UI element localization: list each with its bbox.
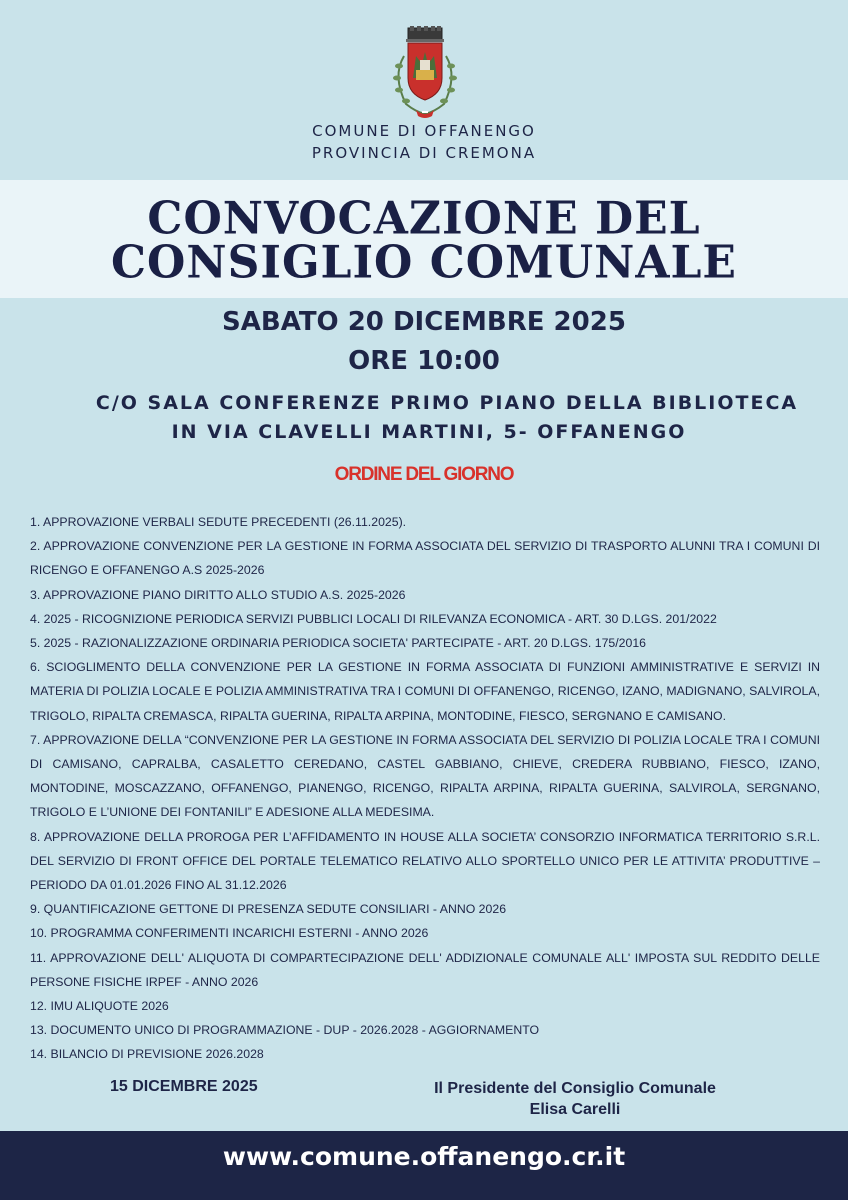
comune-name: COMUNE DI OFFANENGO xyxy=(312,122,536,140)
agenda-item: 12. IMU ALIQUOTE 2026 xyxy=(30,999,169,1014)
agenda-item: 8. APPROVAZIONE DELLA PROROGA PER L’AFFIDAMENTO IN HOUSE ALLA SOCIETA’ CONSORZIO INFORMATICA TERRITORIO S.R.L. DEL SERVIZIO DI FRONT OFFICE DEL PORTALE TELEMATICO RELATIVO ALLO SPORTELLO UNICO PER LE ATTIVITA’ PRODUTTIVE – PERIODO DA 01.01.2026 FINO AL 31.12.2026 xyxy=(30,829,820,893)
signature-name: Elisa Carelli xyxy=(529,1101,621,1118)
meeting-date: SABATO 20 DICEMBRE 2025 xyxy=(222,307,626,337)
agenda-item: 13. DOCUMENTO UNICO DI PROGRAMMAZIONE - DUP - 2026.2028 - AGGIORNAMENTO xyxy=(30,1023,540,1038)
signature-block xyxy=(400,1078,750,1120)
agenda-item: 5. 2025 - RAZIONALIZZAZIONE ORDINARIA PERIODICA SOCIETA' PARTECIPATE - ART. 20 D.LGS. 175/2016 xyxy=(30,636,647,651)
meeting-time: ORE 10:00 xyxy=(348,346,500,376)
agenda-item: 2. APPROVAZIONE CONVENZIONE PER LA GESTIONE IN FORMA ASSOCIATA DEL SERVIZIO DI TRASPORTO ALUNNI TRA I COMUNI DI RICENGO E OFFANENGO A.S 2025-2026 xyxy=(30,539,820,578)
agenda-item: 14. BILANCIO DI PREVISIONE 2026.2028 xyxy=(30,1047,264,1062)
meeting-venue-line1: C/O SALA CONFERENZE PRIMO PIANO DELLA BIBLIOTECA xyxy=(95,392,799,414)
agenda-heading: ORDINE DEL GIORNO xyxy=(334,464,514,485)
page-title-line2: CONSIGLIO COMUNALE xyxy=(111,236,737,289)
page-title-line1: CONVOCAZIONE DEL xyxy=(147,192,701,245)
agenda-item: 7. APPROVAZIONE DELLA “CONVENZIONE PER LA GESTIONE IN FORMA ASSOCIATA DEL SERVIZIO DI POLIZIA LOCALE TRA I COMUNI DI CAMISANO, CAPRALBA, CASALETTO CEREDANO, CASTEL GABBIANO, CHIEVE, CREDERA RUBBIANO, FIESCO, IZANO, MONTODINE, MOSCAZZANO, OFFANENGO, PIANENGO, RICENGO, RIPALTA ARPINA, RIPALTA GUERINA, SALVIROLA, SERGNANO, TRIGOLO E L’UNIONE DEI FONTANILI” E ADESIONE ALLA MEDESIMA. xyxy=(30,732,820,820)
agenda-item: 10. PROGRAMMA CONFERIMENTI INCARICHI ESTERNI - ANNO 2026 xyxy=(30,926,429,941)
agenda-item: 1. APPROVAZIONE VERBALI SEDUTE PRECEDENTI (26.11.2025). xyxy=(30,515,407,529)
website-link[interactable]: www.comune.offanengo.cr.it xyxy=(222,1142,626,1171)
publication-date: 15 DICEMBRE 2025 xyxy=(110,1078,258,1095)
agenda-item: 4. 2025 - RICOGNIZIONE PERIODICA SERVIZI PUBBLICI LOCALI DI RILEVANZA ECONOMICA - ART. 30 D.LGS. 201/2022 xyxy=(30,611,717,626)
agenda-item: 6. SCIOGLIMENTO DELLA CONVENZIONE PER LA GESTIONE IN FORMA ASSOCIATA DI FUNZIONI AMMINISTRATIVE E SERVIZI IN MATERIA DI POLIZIA LOCALE E POLIZIA AMMINISTRATIVA TRA I COMUNI DI OFFANENGO, RICENGO, IZANO, MADIGNANO, SALVIROLA, TRIGOLO, RIPALTA CREMASCA, RIPALTA GUERINA, RIPALTA ARPINA, MONTODINE, FIESCO, SERGNANO E CAMISANO. xyxy=(30,660,820,723)
municipal-coat-of-arms-icon xyxy=(386,26,464,120)
meeting-venue-line2: IN VIA CLAVELLI MARTINI, 5- OFFANENGO xyxy=(171,421,687,443)
agenda-list xyxy=(30,510,820,1067)
agenda-item: 11. APPROVAZIONE DELL' ALIQUOTA DI COMPARTECIPAZIONE DELL' ADDIZIONALE COMUNALE ALL' IMPOSTA SUL REDDITO DELLE PERSONE FISICHE IRPEF - ANNO 2026 xyxy=(30,950,820,989)
signature-role: Il Presidente del Consiglio Comunale xyxy=(434,1080,716,1097)
agenda-item: 9. QUANTIFICAZIONE GETTONE DI PRESENZA SEDUTE CONSILIARI - ANNO 2026 xyxy=(30,902,507,917)
agenda-item: 3. APPROVAZIONE PIANO DIRITTO ALLO STUDIO A.S. 2025-2026 xyxy=(30,587,406,602)
provincia-name: PROVINCIA DI CREMONA xyxy=(311,144,537,162)
